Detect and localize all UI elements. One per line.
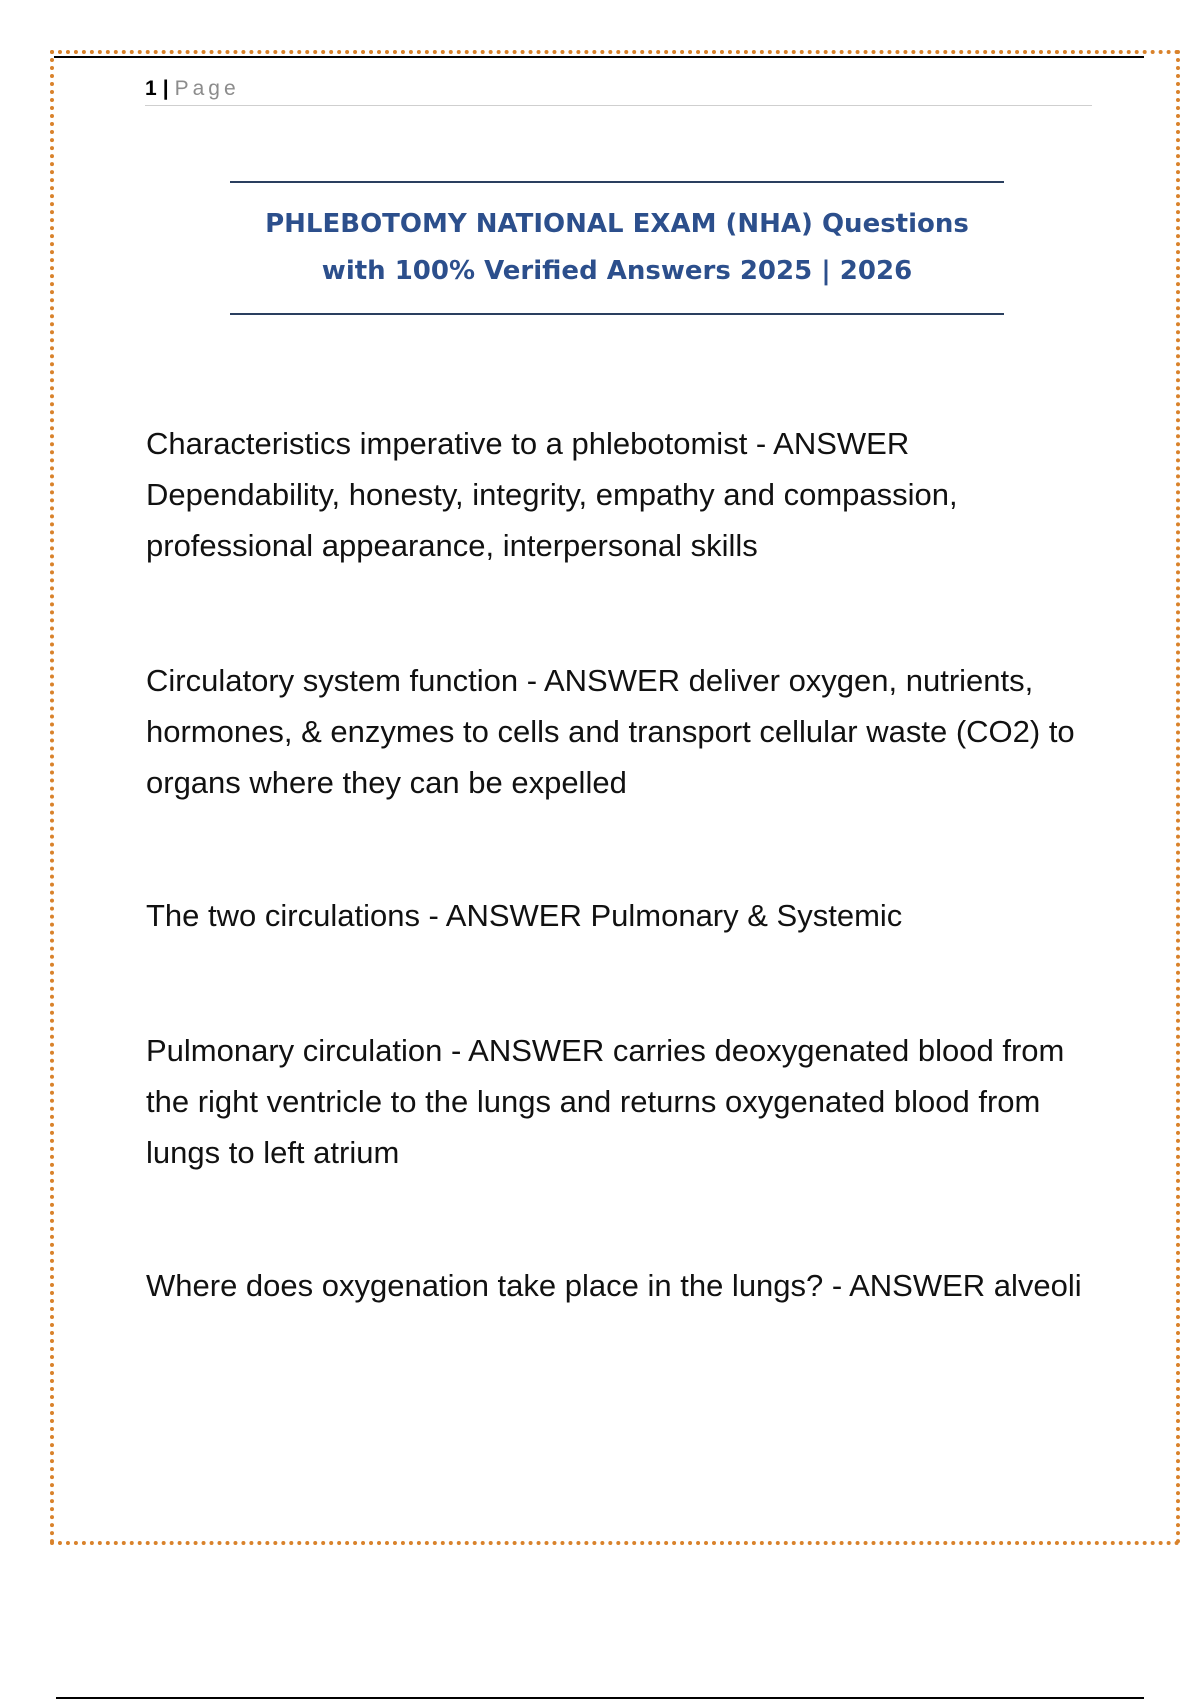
page-number-separator: |	[162, 76, 169, 100]
qa-spacer	[146, 808, 1106, 890]
qa-item: Where does oxygenation take place in the lungs? - ANSWER alveoli	[146, 1268, 1082, 1303]
page-number: 1	[145, 76, 157, 100]
qa-item: Circulatory system function - ANSWER deliver oxygen, nutrients, hormones, & enzymes to cells and transport cellular waste (CO2) to organs where they can be expelled	[146, 663, 1075, 800]
page-label: Page	[174, 76, 240, 100]
qa-spacer	[146, 571, 1106, 655]
qa-spacer	[146, 1178, 1106, 1260]
page-header	[145, 72, 1092, 106]
qa-spacer	[146, 941, 1106, 1025]
bottom-rule	[56, 1697, 1144, 1699]
qa-item: The two circulations - ANSWER Pulmonary & Systemic	[146, 898, 903, 933]
qa-list	[146, 418, 1106, 1311]
qa-item: Characteristics imperative to a phlebotomist - ANSWER Dependability, honesty, integrity, empathy and compassion, professional appearance, interpersonal skills	[146, 426, 958, 563]
document-title-line-1: PHLEBOTOMY NATIONAL EXAM (NHA) Questions	[265, 209, 969, 239]
document-title-line-2: with 100% Verified Answers 2025 | 2026	[321, 256, 913, 286]
document-title-block	[230, 181, 1004, 315]
qa-item: Pulmonary circulation - ANSWER carries deoxygenated blood from the right ventricle to the lungs and returns oxygenated blood from lungs to left atrium	[146, 1033, 1065, 1170]
document-title	[265, 201, 969, 295]
